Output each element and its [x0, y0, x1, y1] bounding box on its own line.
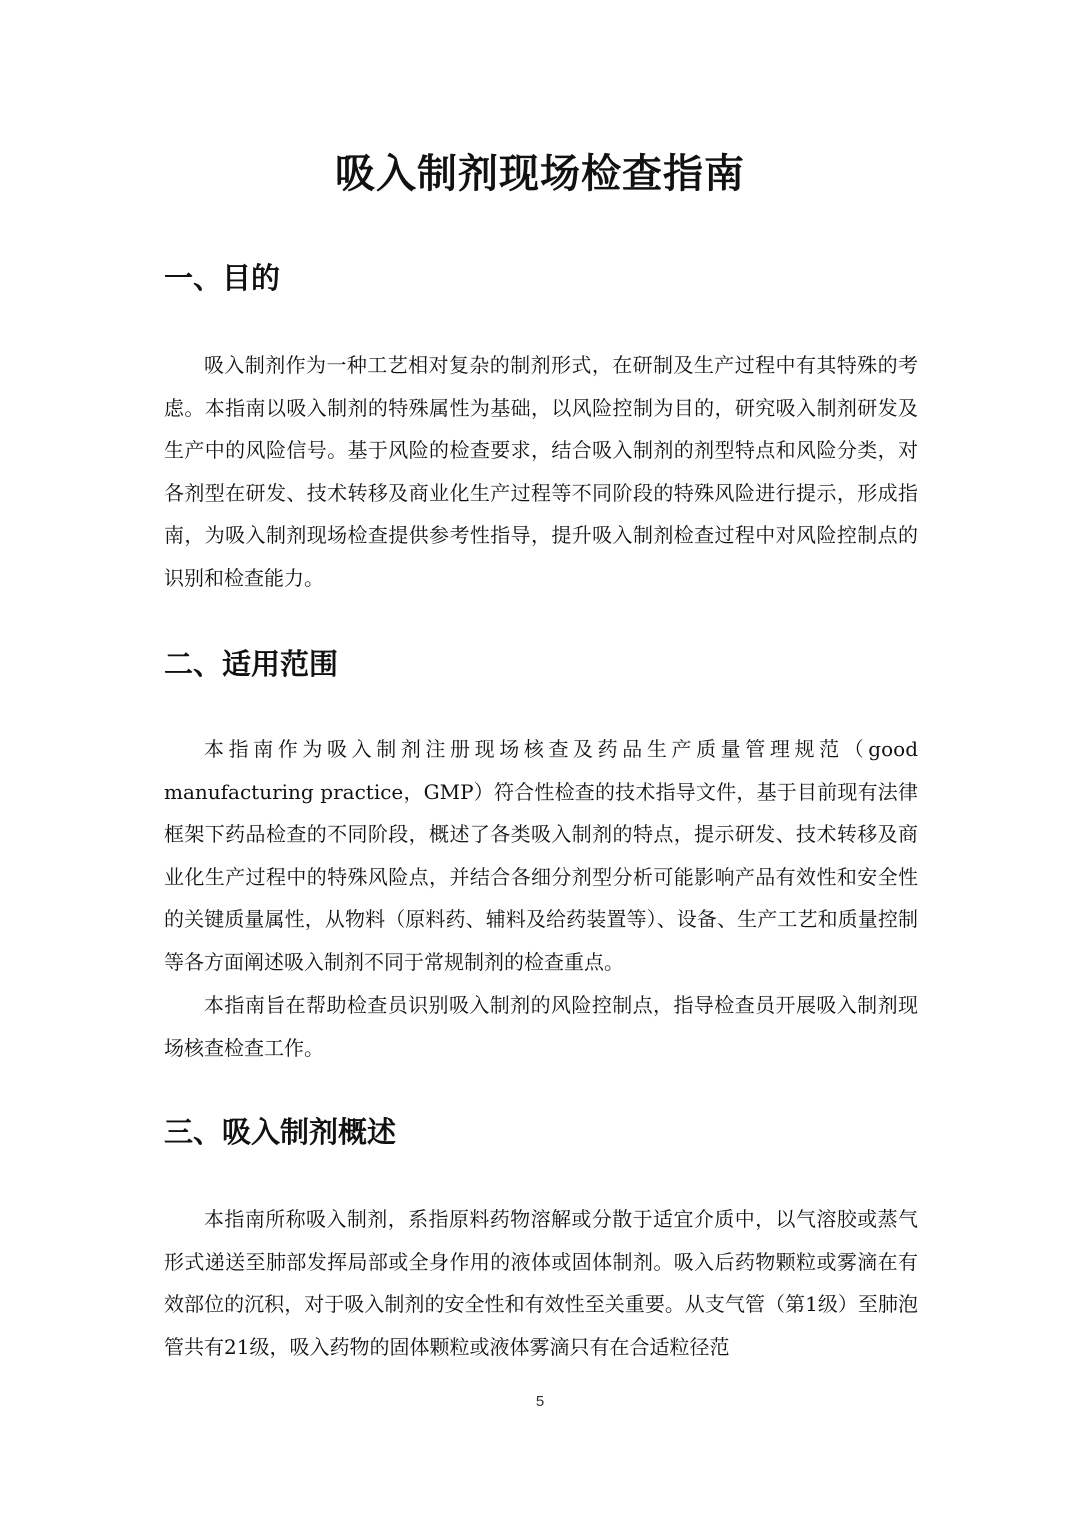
document-title: 吸入制剂现场检查指南 — [335, 151, 745, 197]
section-heading-scope: 二、适用范围 — [164, 647, 339, 681]
paragraph-scope-1: 本指南作为吸入制剂注册现场核查及药品生产质量管理规范（good manufacturing practice，GMP）符合性检查的技术指导文件，基于目前现有法律框架下药品检查的不同阶段，概述了各类吸入制剂的特点，提示研发、技术转移及商业化生产过程中的特殊风险点，并结合各细分剂型分析可能影响产品有效性和安全性的关键质量属性，从物料（原料药、辅料及给药装置等）、设备、生产工艺和质量控制等各方面阐述吸入制剂不同于常规制剂的检查重点。 — [164, 737, 918, 974]
page-number: 5 — [535, 1393, 545, 1410]
section-heading-overview: 三、吸入制剂概述 — [164, 1115, 397, 1149]
paragraph-overview: 本指南所称吸入制剂，系指原料药物溶解或分散于适宜介质中，以气溶胶或蒸气形式递送至肺部发挥局部或全身作用的液体或固体制剂。吸入后药物颗粒或雾滴在有效部位的沉积，对于吸入制剂的安全性和有效性至关重要。从支气管（第1级）至肺泡管共有21级，吸入药物的固体颗粒或液体雾滴只有在合适粒径范 — [164, 1207, 918, 1359]
section-heading-purpose: 一、目的 — [164, 261, 281, 295]
paragraph-scope-2: 本指南旨在帮助检查员识别吸入制剂的风险控制点，指导检查员开展吸入制剂现场核查检查工作。 — [164, 993, 918, 1060]
paragraph-purpose: 吸入制剂作为一种工艺相对复杂的制剂形式，在研制及生产过程中有其特殊的考虑。本指南以吸入制剂的特殊属性为基础，以风险控制为目的，研究吸入制剂研发及生产中的风险信号。基于风险的检查要求，结合吸入制剂的剂型特点和风险分类，对各剂型在研发、技术转移及商业化生产过程等不同阶段的特殊风险进行提示，形成指南，为吸入制剂现场检查提供参考性指导，提升吸入制剂检查过程中对风险控制点的识别和检查能力。 — [164, 353, 918, 590]
